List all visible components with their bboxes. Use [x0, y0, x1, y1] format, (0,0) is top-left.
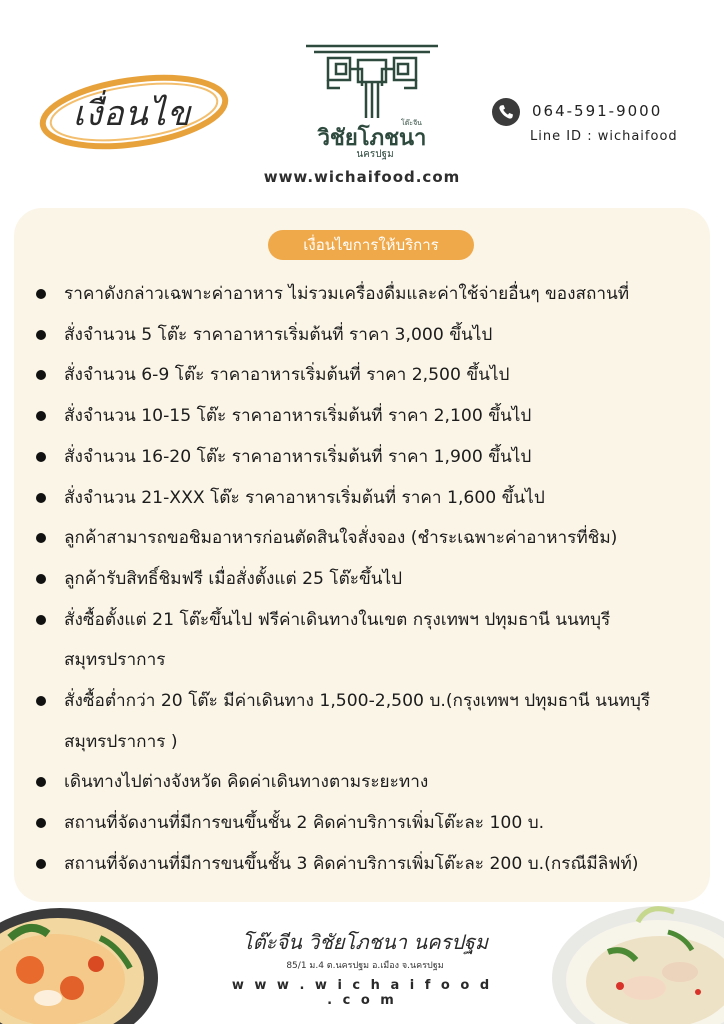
condition-text: สั่งจำนวน 21-XXX โต๊ะ ราคาอาหารเริ่มต้นที่ ราคา 1,600 ขึ้นไป — [64, 487, 545, 508]
footer-brand: โต๊ะจีน วิชัยโภชนา นครปฐม — [241, 930, 489, 954]
condition-item — [36, 762, 706, 803]
food-photo-left — [0, 898, 162, 1024]
logo-emblem — [300, 40, 444, 120]
section-title: เงื่อนไขการให้บริการ — [268, 230, 474, 260]
bullet-icon — [36, 818, 46, 828]
logo-name: วิชัยโภชนา — [317, 126, 427, 151]
condition-item — [36, 803, 706, 844]
bullet-icon — [36, 777, 46, 787]
condition-text: เดินทางไปต่างจังหวัด คิดค่าเดินทางตามระยะทาง — [64, 772, 429, 793]
condition-item — [36, 844, 706, 885]
bullet-icon — [36, 493, 46, 503]
phone-icon — [492, 98, 520, 126]
logo-location: นครปฐม — [356, 149, 394, 160]
condition-text: สั่งจำนวน 6-9 โต๊ะ ราคาอาหารเริ่มต้นที่ ราคา 2,500 ขึ้นไป — [64, 365, 510, 386]
conditions-badge — [34, 66, 230, 156]
condition-text: สั่งจำนวน 5 โต๊ะ ราคาอาหารเริ่มต้นที่ ราคา 3,000 ขึ้นไป — [64, 324, 493, 345]
condition-item — [36, 315, 706, 356]
bullet-icon — [36, 615, 46, 625]
line-id: Line ID : wichaifood — [530, 129, 678, 144]
bullet-icon — [36, 574, 46, 584]
condition-text: ราคาดังกล่าวเฉพาะค่าอาหาร ไม่รวมเครื่องดื่มและค่าใช้จ่ายอื่นๆ ของสถานที่ — [64, 284, 630, 304]
condition-text: สั่งจำนวน 10-15 โต๊ะ ราคาอาหารเริ่มต้นที่ ราคา 2,100 ขึ้นไป — [64, 406, 532, 427]
bullet-icon — [36, 859, 46, 869]
conditions-list — [36, 274, 706, 885]
condition-text: สั่งซื้อตั้งแต่ 21 โต๊ะขึ้นไป ฟรีค่าเดินทางในเขต กรุงเทพฯ ปทุมธานี นนทบุรี — [64, 609, 611, 630]
condition-text: สถานที่จัดงานที่มีการขนขึ้นชั้น 3 คิดค่าบริการเพิ่มโต๊ะละ 200 บ.(กรณีมีลิฟท์) — [64, 853, 639, 874]
condition-text-continued: สมุทรปราการ ) — [64, 731, 178, 752]
condition-item — [36, 396, 706, 437]
header-website-link[interactable]: www.wichaifood.com — [263, 168, 461, 186]
condition-item — [36, 600, 706, 681]
bullet-icon — [36, 330, 46, 340]
condition-item — [36, 274, 706, 315]
condition-text: สถานที่จัดงานที่มีการขนขึ้นชั้น 2 คิดค่าบริการเพิ่มโต๊ะละ 100 บ. — [64, 813, 545, 834]
footer-website-link[interactable]: w w w . w i c h a i f o o d . c o m — [231, 978, 493, 1008]
phone-number[interactable]: 064-591-9000 — [532, 102, 663, 120]
condition-text-continued: สมุทรปราการ — [64, 650, 166, 671]
condition-item — [36, 355, 706, 396]
condition-item — [36, 559, 706, 600]
food-photo-right — [548, 892, 724, 1024]
bullet-icon — [36, 370, 46, 380]
footer-address: 85/1 ม.4 ต.นครปฐม อ.เมือง จ.นครปฐม — [286, 961, 444, 971]
bullet-icon — [36, 411, 46, 421]
bullet-icon — [36, 289, 46, 299]
condition-text: ลูกค้ารับสิทธิ์ชิมฟรี เมื่อสั่งตั้งแต่ 25 โต๊ะขึ้นไป — [64, 568, 403, 589]
condition-item — [36, 478, 706, 519]
bullet-icon — [36, 696, 46, 706]
condition-item — [36, 437, 706, 478]
logo-tagline: โต๊ะจีน — [401, 119, 422, 127]
condition-item — [36, 518, 706, 559]
condition-item — [36, 681, 706, 762]
badge-text: เงื่อนไข — [72, 94, 192, 134]
condition-text: สั่งจำนวน 16-20 โต๊ะ ราคาอาหารเริ่มต้นที่ ราคา 1,900 ขึ้นไป — [64, 446, 532, 467]
brand-logo — [300, 40, 444, 162]
bullet-icon — [36, 452, 46, 462]
bullet-icon — [36, 533, 46, 543]
condition-text: ลูกค้าสามารถขอชิมอาหารก่อนตัดสินใจสั่งจอง (ชำระเฉพาะค่าอาหารที่ชิม) — [64, 528, 618, 549]
condition-text: สั่งซื้อต่ำกว่า 20 โต๊ะ มีค่าเดินทาง 1,500-2,500 บ.(กรุงเทพฯ ปทุมธานี นนทบุรี — [64, 691, 651, 712]
